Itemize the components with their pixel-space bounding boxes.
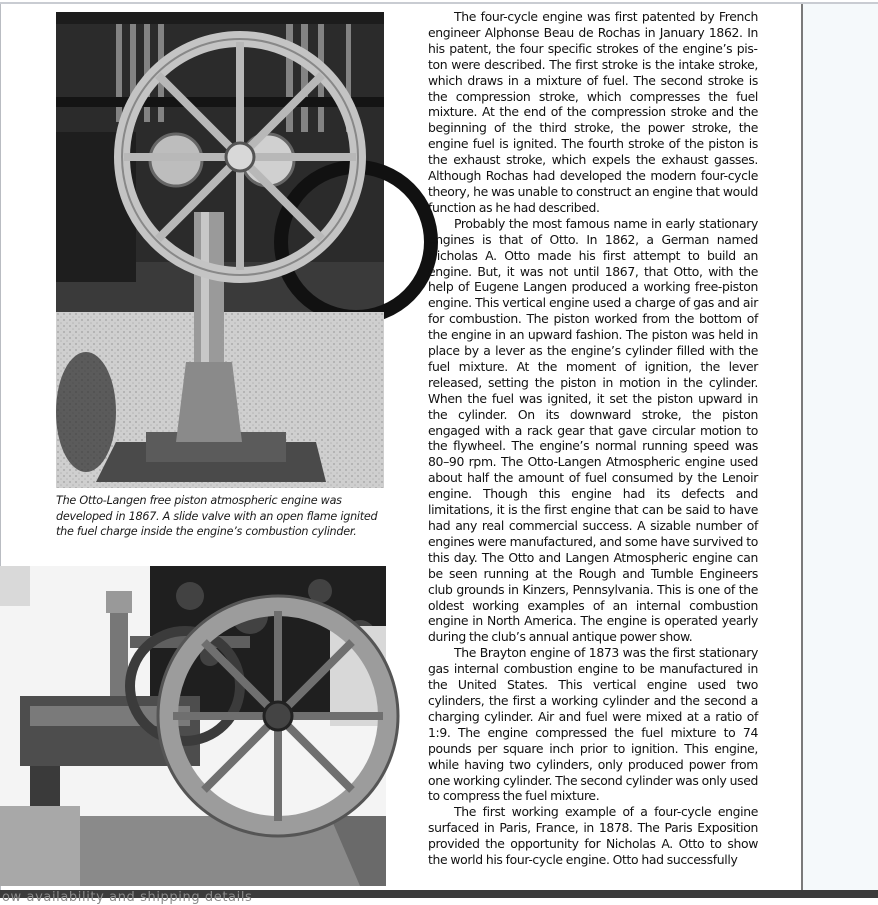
document-page (1, 4, 801, 890)
paragraph-paris-exposition: The first working example of a four-cycle engine surfaced in Paris, France, in 1878. The Paris Exposition provided the opportunity for Nicholas A. Otto to show the world his four-cycle engine. Otto had successfully (428, 804, 758, 868)
figure-caption: The Otto-Langen free piston atmospheric engine was developed in 1867. A slide valve with an open flame ignited the fuel charge inside the engine’s combustion cylinder. (56, 494, 378, 538)
viewer-side-panel (803, 4, 878, 890)
paragraph-rochas: The four-cycle engine was first patented by French engineer Alphonse Beau de Rochas in January 1862. In his patent, the four specific strokes of the engine’s piston were described. The first stroke is the intake stroke, which draws in a mixture of fuel. The second stroke is the compression stroke, which compresses the fuel mixture. At the end of the compression stroke and the beginning of the third stroke, the power stroke, the engine fuel is ignited. The fourth stroke of the piston is the exhaust stroke, which expels the exhaust gasses. Although Rochas had developed the modern four-cycle theory, he was unable to construct an engine that would function as he had described. (428, 9, 758, 215)
photo-horizontal-engine-graphic (0, 566, 386, 886)
body-text-column (428, 9, 758, 868)
paragraph-brayton: The Brayton engine of 1873 was the first stationary gas internal combustion engine to be manufactured in the United States. This vertical engine used two cylinders, the first a working cylinder and the second a charging cylinder. Air and fuel were mixed at a ratio of 1:9. The engine compressed the fuel mixture to 74 pounds per square inch prior to ignition. This engine, while having two cylinders, only produced power from one working cylinder. The second cylinder was only used to compress the fuel mixture. (428, 645, 758, 804)
figure-otto-langen-engine-photo (56, 12, 384, 488)
bottom-bar-text[interactable]: ow availability and shipping details (2, 890, 253, 905)
photo-otto-langen-graphic (56, 12, 384, 488)
figure-horizontal-engine-photo (0, 566, 386, 886)
bottom-status-bar (0, 890, 878, 905)
paragraph-otto-langen: Probably the most famous name in early stationary engines is that of Otto. In 1862, a German named Nicholas A. Otto made his first attempt to build an engine. But, it was not until 1867, that Otto, with the help of Eugene Langen produced a working free-piston engine. This vertical engine used a charge of gas and air for combustion. The piston worked from the bottom of the engine in an upward fashion. The piston was held in place by a lever as the engine’s cylinder filled with the fuel mixture. At the moment of ignition, the lever released, setting the piston in motion in the cylinder. When the fuel was ignited, it set the piston upward in the cylinder. On its downward stroke, the piston engaged with a rack gear that gave circular motion to the flywheel. The engine’s normal running speed was 80–90 rpm. The Otto-Langen Atmospheric engine used about half the amount of fuel consumed by the Lenoir engine. Though this engine had its defects and limitations, it is the first engine that can be said to have had any real commercial success. A sizable number of engines were manufactured, and some have survived to this day. The Otto and Langen Atmospheric engine can be seen running at the Rough and Tumble Engineers club grounds in Kinzers, Pennsylvania. This is one of the oldest working examples of an internal combustion engine in North America. The engine is operated yearly during the club’s annual antique power show. (428, 215, 758, 645)
